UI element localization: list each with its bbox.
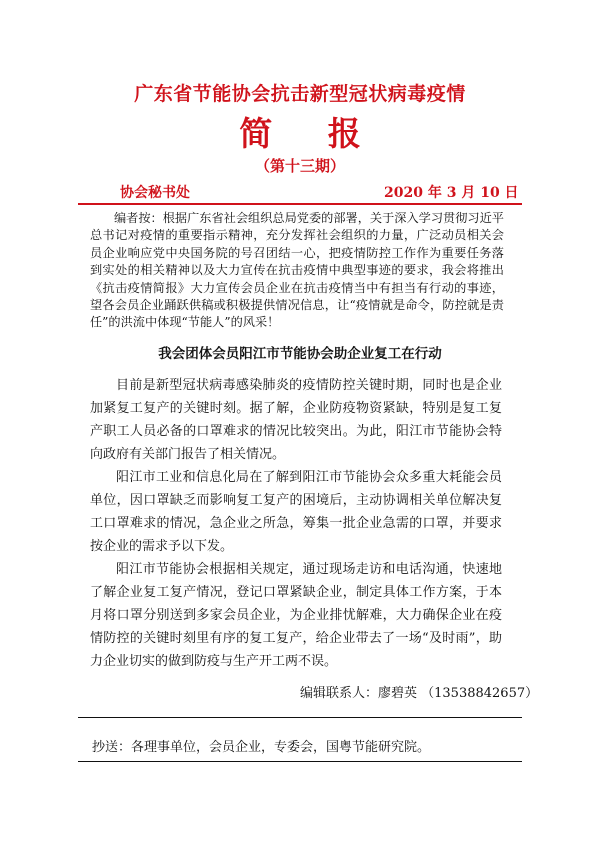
article-paragraph: 目前是新型冠状病毒感染肺炎的疫情防控关键时期，同时也是企业加紧复工复产的关键时刻。据了解，企业防疫物资紧缺，特别是复工复产职工人员必备的口罩难求的情况比较突出。为此，阳江市节能协会特向政府有关部门报告了相关情况。 xyxy=(90,378,502,462)
bulletin-title: 简 报 xyxy=(239,114,383,153)
article-paragraph: 阳江市工业和信息化局在了解到阳江市节能协会众多重大耗能会员单位，因口罩缺乏而影响复工复产的困境后，主动协调相关单位解决复工口罩难求的情况，急企业之所急，筹集一批企业急需的口罩，并要求按企业的需求予以下发。 xyxy=(90,470,502,554)
issuer: 协会秘书处 xyxy=(120,185,190,201)
cc-list: 抄送：各理事单位，会员企业，专委会，国粤节能研究院。 xyxy=(92,740,431,755)
header-divider xyxy=(78,203,522,205)
article-body xyxy=(90,374,502,673)
article-paragraph: 阳江市节能协会根据相关规定，通过现场走访和电话沟通，快速地了解企业复工复产情况，登记口罩紧缺企业，制定具体工作方案，于本月将口罩分别送到多家会员企业，为企业排忧解难，大力确保企业在疫情防控的关键时刻里有序的复工复产，给企业带去了一场“及时雨”，助力企业切实的做到防疫与生产开工两不误。 xyxy=(90,562,502,669)
org-title: 广东省节能协会抗击新型冠状病毒疫情 xyxy=(134,83,466,105)
editor-contact: 编辑联系人：廖碧英 （13538842657） xyxy=(300,686,539,701)
article-title: 我会团体会员阳江市节能协会助企业复工在行动 xyxy=(158,346,442,362)
issue-number: （第十三期） xyxy=(254,157,345,175)
footer-divider-bottom xyxy=(78,761,522,762)
footer-divider-top xyxy=(78,717,522,718)
issue-date: 2020 年 3 月 10 日 xyxy=(384,185,519,201)
editor-note: 编者按：根据广东省社会组织总局党委的部署，关于深入学习贯彻习近平总书记对疫情的重要指示精神，充分发挥社会组织的力量，广泛动员相关会员企业响应党中央国务院的号召团结一心，把疫情防控工作作为重要任务落到实处的相关精神以及大力宣传在抗击疫情中典型事迹的要求，我会将推出《抗击疫情简报》大力宣传会员企业在抗击疫情当中有担当有行动的事迹，望各会员企业踊跃供稿或积极提供情况信息，让“疫情就是命令，防控就是责任”的洪流中体现“节能人”的风采！ xyxy=(90,211,504,330)
